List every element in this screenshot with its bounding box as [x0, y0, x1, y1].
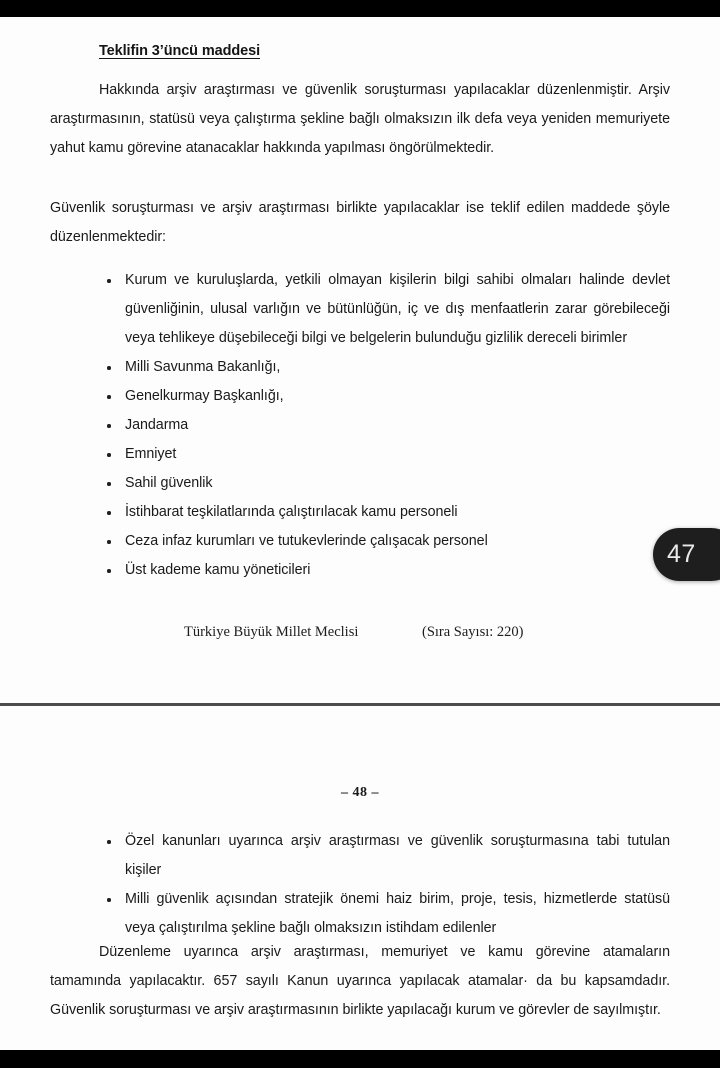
- list-item-text: Kurum ve kuruluşlarda, yetkili olmayan kişilerin bilgi sahibi olmaları halinde devlet güvenliğinin, ulusal varlığın ve bütünlüğün, iç ve dış menfaatlerin zarar görebileceği veya tehlikeye düşebileceği bilgi ve belgelerin bulunduğu gizlilik dereceli birimler: [125, 272, 670, 346]
- list-item-text: Üst kademe kamu yöneticileri: [125, 562, 311, 578]
- list-item: [50, 411, 670, 440]
- list-item-text: Emniyet: [125, 446, 177, 462]
- list-item-text: Özel kanunları uyarınca arşiv araştırması ve güvenlik soruşturmasına tabi tutulan kişiler: [125, 833, 670, 878]
- paragraph-intro: Hakkında arşiv araştırması ve güvenlik soruşturması yapılacaklar düzenlenmiştir. Arşiv araştırmasının, statüsü veya çalıştırma şekline bağlı olmaksızın ilk defa veya yeniden memuriyete yahut kamu görevine atanacaklar hakkında yapılması öngörülmektedir.: [50, 82, 670, 156]
- list-item: [50, 527, 670, 556]
- list-item: [50, 498, 670, 527]
- page-title: Teklifin 3’üncü maddesi: [99, 43, 260, 59]
- list-item-text: Sahil güvenlik: [125, 475, 213, 491]
- list-item-text: Jandarma: [125, 417, 189, 433]
- list-item: [50, 885, 670, 943]
- list-item: [50, 440, 670, 469]
- list-item-text: Milli Savunma Bakanlığı,: [125, 359, 281, 375]
- letterbox-top: [0, 0, 720, 17]
- list-item: [50, 266, 670, 353]
- letterbox-bottom: [0, 1050, 720, 1068]
- page-number-badge[interactable]: [653, 528, 720, 581]
- list-item: [50, 382, 670, 411]
- list-item-text: Ceza infaz kurumları ve tutukevlerinde çalışacak personel: [125, 533, 488, 549]
- list-item-text: İstihbarat teşkilatlarında çalıştırılacak kamu personeli: [125, 504, 458, 520]
- footer-series-number: (Sıra Sayısı: 220): [422, 624, 524, 640]
- document-page-48: [0, 706, 720, 1050]
- list-item-text: Genelkurmay Başkanlığı,: [125, 388, 284, 404]
- list-item: [50, 353, 670, 382]
- list-item: [50, 556, 670, 585]
- list-item: [50, 469, 670, 498]
- document-page-47: [0, 17, 720, 703]
- paragraph-lead-in: Güvenlik soruşturması ve arşiv araştırması birlikte yapılacaklar ise teklif edilen maddede şöyle düzenlenmektedir:: [50, 200, 670, 245]
- scope-list: [50, 266, 670, 585]
- list-item-text: Milli güvenlik açısından stratejik önemi haiz birim, proje, tesis, hizmetlerde statüsü veya çalıştırılma şekline bağlı olmaksızın istihdam edilenler: [125, 891, 670, 936]
- page-number-header: – 48 –: [341, 785, 379, 800]
- page-number-badge-label: 47: [667, 540, 696, 568]
- footer-institution: Türkiye Büyük Millet Meclisi: [184, 624, 359, 640]
- scope-list-continued: [50, 827, 670, 943]
- list-item: [50, 827, 670, 885]
- paragraph-summary: Düzenleme uyarınca arşiv araştırması, memuriyet ve kamu görevine atamaların tamamında yapılacaktır. 657 sayılı Kanun uyarınca yapılacak atamalar· da bu kapsamdadır. Güvenlik soruşturması ve arşiv araştırmasının birlikte yapılacağı kurum ve görevler de sayılmıştır.: [50, 944, 670, 1018]
